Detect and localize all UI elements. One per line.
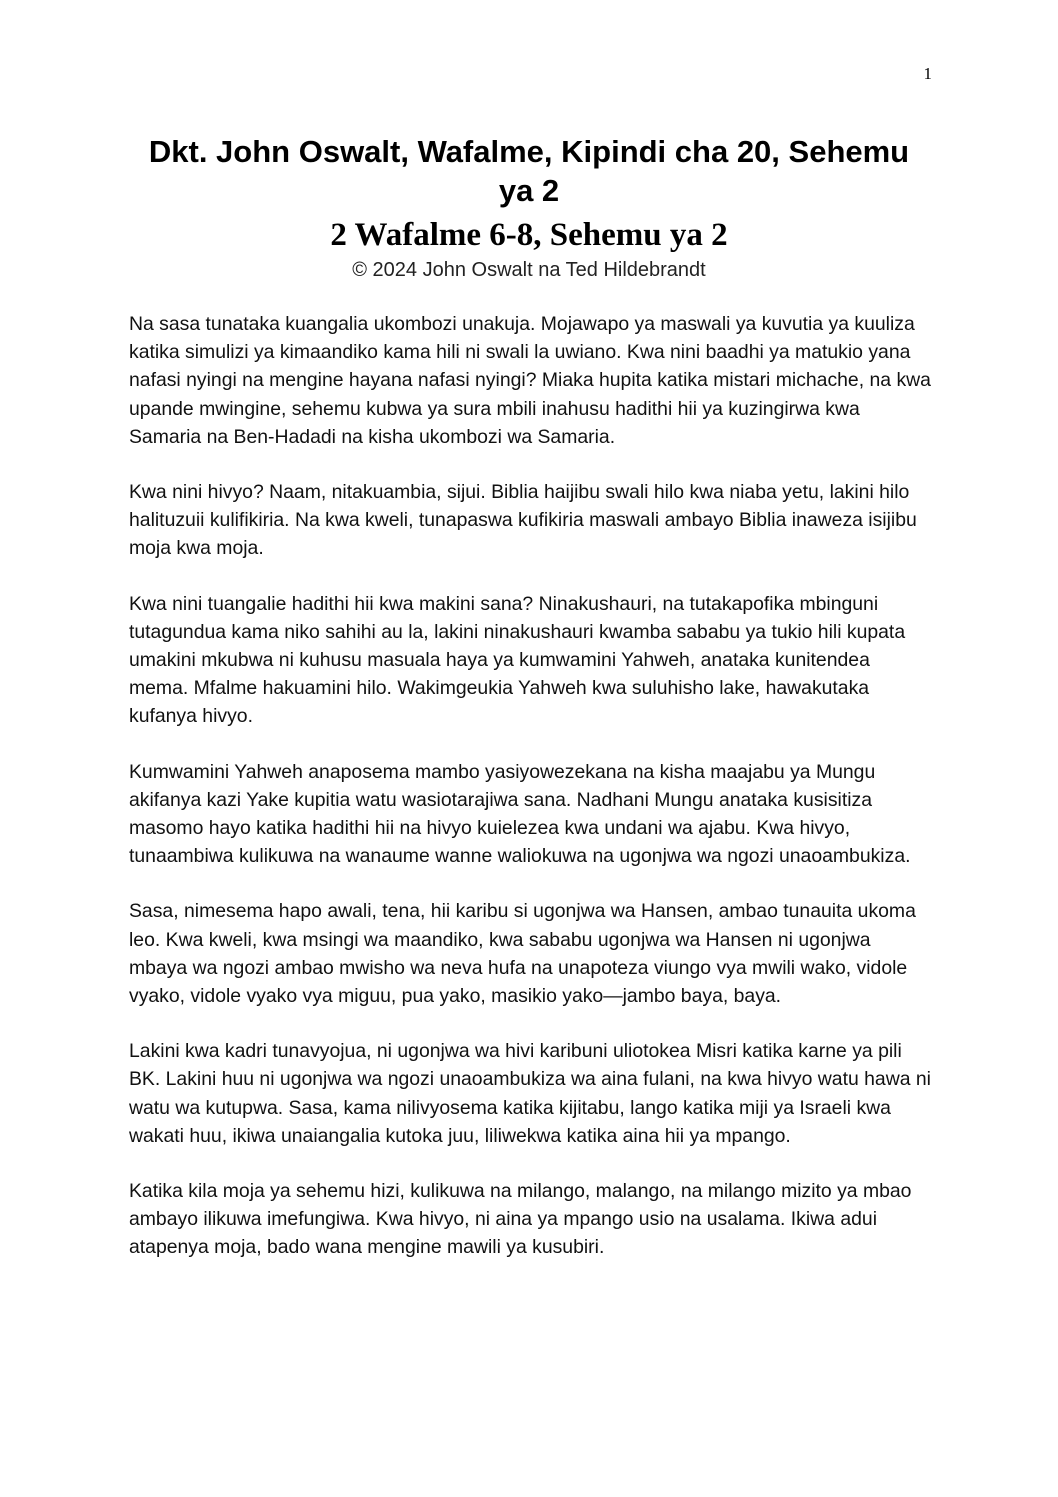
document-header (0, 132, 1058, 283)
document-subtitle: 2 Wafalme 6-8, Sehemu ya 2 (330, 217, 728, 253)
paragraph: Sasa, nimesema hapo awali, tena, hii karibu si ugonjwa wa Hansen, ambao tunauita ukoma leo. Kwa kweli, kwa msingi wa maandiko, kwa sababu ugonjwa wa Hansen ni ugonjwa mbaya wa ngozi ambao mwisho wa neva hufa na unapoteza viungo vya mwili wako, vidole vyako, vidole vyako vya miguu, pua yako, masikio yako—jambo baya, baya. (129, 900, 916, 1008)
paragraph: Kumwamini Yahweh anaposema mambo yasiyowezekana na kisha maajabu ya Mungu akifanya kazi Yake kupitia watu wasiotarajiwa sana. Nadhani Mungu anataka kusisitiza masomo hayo katika hadithi hii na hivyo kuielezea kwa undani wa ajabu. Kwa hivyo, tunaambiwa kulikuwa na wanaume wanne waliokuwa na ugonjwa wa ngozi unaoambukiza. (129, 760, 911, 868)
paragraph: Na sasa tunataka kuangalia ukombozi unakuja. Mojawapo ya maswali ya kuvutia ya kuuliza katika simulizi ya kimaandiko kama hili ni swali la uwiano. Kwa nini baadhi ya matukio yana nafasi nyingi na mengine hayana nafasi nyingi? Miaka hupita katika mistari michache, na kwa upande mwingine, sehemu kubwa ya sura mbili inahusu hadithi hii ya kuzingirwa kwa Samaria na Ben-Hadadi na kisha ukombozi wa Samaria. (129, 313, 931, 448)
document-body (129, 310, 933, 1289)
paragraph: Lakini kwa kadri tunavyojua, ni ugonjwa wa hivi karibuni uliotokea Misri katika karne ya pili BK. Lakini huu ni ugonjwa wa ngozi unaoambukiza wa aina fulani, na kwa hivyo watu hawa ni watu wa kutupwa. Sasa, kama nilivyosema katika kijitabu, lango katika miji ya Israeli kwa wakati huu, ikiwa unaiangalia kutoka juu, liliwekwa katika aina hii ya mpango. (129, 1040, 931, 1147)
paragraph: Kwa nini tuangalie hadithi hii kwa makini sana? Ninakushauri, na tutakapofika mbinguni tutagundua kama niko sahihi au la, lakini ninakushauri kwamba sababu ya tukio hili kupata umakini mkubwa ni kuhusu masuala haya ya kumwamini Yahweh, anataka kunitendea mema. Mfalme hakuamini hilo. Wakimgeukia Yahweh kwa suluhisho lake, hawakutaka kufanya hivyo. (129, 592, 906, 728)
paragraph: Kwa nini hivyo? Naam, nitakuambia, sijui. Biblia haijibu swali hilo kwa niaba yetu, lakini hilo halituzuii kulifikiria. Na kwa kweli, tunapaswa kufikiria maswali ambayo Biblia inaweza isijibu moja kwa moja. (129, 481, 917, 560)
page-number: 1 (923, 64, 932, 83)
document-title: Dkt. John Oswalt, Wafalme, Kipindi cha 20, Sehemu ya 2 (148, 134, 910, 208)
copyright-notice: © 2024 John Oswalt na Ted Hildebrandt (352, 259, 706, 281)
paragraph: Katika kila moja ya sehemu hizi, kulikuwa na milango, malango, na milango mizito ya mbao ambayo ilikuwa imefungiwa. Kwa hivyo, ni aina ya mpango usio na usalama. Ikiwa adui atapenya moja, bado wana mengine mawili ya kusubiri. (129, 1180, 912, 1259)
